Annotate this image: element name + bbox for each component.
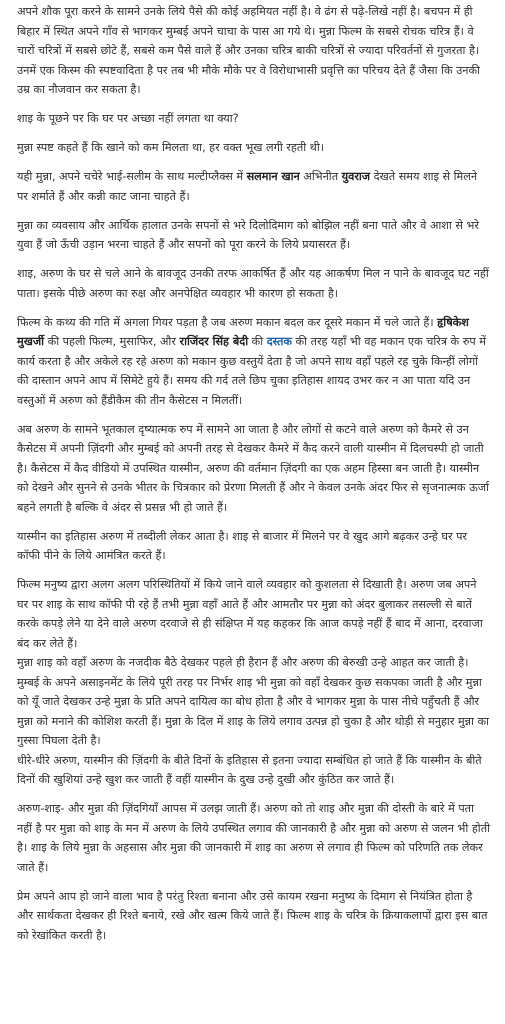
paragraph-house-character <box>17 313 491 411</box>
text-segment: देखते समय शाइ से मिलने पर शर्माते हैं और कन्नी काट जाना चाहते हैं। <box>17 170 478 203</box>
paragraph-yasmin-connection: धीरे-धीरे अरुण, यास्मीन की ज़िंदगी के बीते दिनों के इतिहास से इतना ज्यादा सम्बंधित हो जाते हैं कि यास्मीन के बीते दिनों की खुशियां उन्हे खुश कर जाती हैं वहीं यास्मीन के दुख उन्हे दुखी और कुंठित कर जाते हैं। <box>17 753 482 786</box>
text-segment: फिल्म के कथ्य की गति में अगला गियर पड़ता है जब अरुण मकान बदल कर दूसरे मकान में चले जाते हैं। <box>17 315 438 329</box>
paragraph-entangled-lives: अरुण-शाइ- और मुन्ना की ज़िंदगियाँ आपस में उलझ जाती हैं। अरुण को तो शाइ और मुन्ना की दोस्ती के बारे में पता नहीं है पर मुन्ना को शाइ के मन में अरुण के लिये उपस्थित लगाव की जानकारी है और मुन्ना को अरुण से जलन भी होती है। शाइ के लिये मुन्ना के अहसास और मुन्ना की जानकारी में शाइ का अरुण से लगाव ही फिल्म को परिणति तक लेकर जाते हैं। <box>17 802 490 874</box>
paragraph-munna-dreams: मुन्ना का व्यवसाय और आर्थिक हालात उनके सपनों से भरे दिलोदिमाग को बोझिल नहीं बना पाते और वे आशा से भरे युवा हैं जो ऊँची उड़ान भरना चाहते हैं और सपनों को पूरा करने के लिये प्रयासरत हैं। <box>17 218 479 251</box>
film-title-link[interactable]: दस्तक <box>266 335 292 348</box>
paragraph-munna-hurt: मुन्ना शाइ को वहाँ अरुण के नजदीक बैठे देखकर पहले ही हैरान हैं और अरुण की बेरुखी उन्हे आहत कर जाती है। मुम्बई के अपने असाइनमेंट के लिये पूरी तरह पर निर्भर शाइ भी मुन्ना को वहाँ देखकर कुछ सकपका जाती है और मुन्ना को यूँ जाते देखकर उन्हे मुन्ना के प्रति अपने दायित्व का बोध होता है और वे भागकर मुन्ना के पास नीचे पहुँचती हैं और मुन्ना को मनाने की कोशिश करती हैं। मुन्ना के दिल में शाइ के लिये लगाव उत्पन्न हो चुका है और थोड़ी से मनुहार मुन्ना का गुस्सा पिघला देती है। <box>17 656 489 747</box>
text-segment: की <box>248 335 267 348</box>
actor-name-highlight: सलमान खान <box>246 170 300 183</box>
paragraph-love-relationship: प्रेम अपने आप हो जाने वाला भाव है परंतु रिश्ता बनाना और उसे कायम रखना मनुष्य के दिमाग से नियंत्रित होता है और सार्थकता देखकर ही रिश्ते बनाये, रखे और खत्म किये जाते हैं। फिल्म शाइ के चरित्र के क्रियाकलापों द्वारा इस बात को रेखांकित करती है। <box>17 889 488 942</box>
director-name-highlight: हृषिकेश मुखर्जी <box>17 315 469 348</box>
paragraph-yasmin-history: यास्मीन का इतिहास अरुण में तब्दीली लेकर आता है। शाइ से बाजार में मिलने पर वे खुद आगे बढ़कर उन्हे घर पर कॉफी पीने के लिये आमंत्रित करते हैं। <box>17 529 468 562</box>
paragraph-munna-answer: मुन्ना स्पष्ट कहते हैं कि खाने को कम मिलता था, हर वक्त भूख लगी रहती थी। <box>17 141 324 154</box>
text-segment: की तरह यहाँ भी वह मकान एक चरित्र के रुप में कार्य करता है और अकेले रह रहे अरुण को मकान कुछ वस्तुयें देता है जो अपने साथ वहाँ पहले रह चुके किन्हीं लोगों की दास्तान अपने आप में सिमेटे हुये हैं। समय की गर्द तले छिप चुका इतिहास शायद उभर कर न आ पाता यदि उन वस्तुओं में अरुण को हैंडीकैम की तीन कैसेटस न मिलतीं। <box>17 335 486 407</box>
film-title-highlight: युवराज <box>341 170 371 183</box>
text-segment: अभिनीत <box>299 170 342 183</box>
paragraph-multiplex <box>17 167 491 206</box>
text-segment: यही मुन्ना, अपने चचेरे भाई-सलीम के साथ मल्टीप्लैक्स में <box>17 170 247 183</box>
paragraph-munna-character: अपने शौक पूरा करने के सामने उनके लिये पैसे की कोई अहमियत नहीं है। वे ढंग से पढ़े-लिखे नहीं है। बचपन में ही बिहार में स्थित अपने गाँव से भागकर मुम्बई अपने चाचा के पास आ गये थे। मुन्ना फिल्म के सबसे रोचक चरित्र हैं। वे चारों चरित्रों में सबसे छोटे हैं, सबसे कम पैसे वाले हैं और उनका चरित्र बाकी चरित्रों से ज्यादा परिवर्तनों से गुजरता है। उनमें एक किस्म की स्पष्टवादिता है पर तब भी मौके मौके पर वे विरोधाभासी प्रवृत्ति का परिचय देते हैं जैसा कि उनकी उम्र का नौजवान कर सकता है। <box>17 5 480 96</box>
paragraph-cassettes: अब अरुण के सामने भूतकाल दृष्यात्मक रुप में सामने आ जाता है और लोगों से कटने वाले अरुण को कैमरे से उन कैसेटस में अपनी ज़िंदगी और मुम्बई को अपनी तरह से देखकर कैमरे में कैद करने वाली यास्मीन में दिलचस्पी हो जाती है। कैसेटस में कैद वीडियो में उपस्थित यास्मीन, अरुण की वर्तमान ज़िंदगी का एक अहम हिस्सा बन जाती है। यास्मीन को देखने और सुनने से उनके भीतर के चित्रकार को प्रेरणा मिलती हैं और ने केवल उनके अंदर फिर से सृजनात्मक ऊर्जा बहने लगती है बल्कि वे अंदर से प्रसन्न भी हो जाते हैं। <box>17 422 489 514</box>
paragraph-shai-attraction: शाइ, अरुण के घर से चले आने के बावजूद उनकी तरफ आकर्षित हैं और यह आकर्षण मिल न पाने के बावजूद घट नहीं पाता। इसके पीछे अरुण का रुक्ष और अनपेक्षित व्यवहार भी कारण हो सकता है। <box>17 267 489 300</box>
text-segment: की पहली फिल्म, मुसाफिर, और <box>44 335 180 348</box>
paragraph-shai-question: शाइ के पूछने पर कि घर पर अच्छा नहीं लगता था क्या? <box>17 112 239 125</box>
paragraph-behaviour: फिल्म मनुष्य द्वारा अलग अलग परिस्थितियों में किये जाने वाले व्यवहार को कुशलता से दिखाती है। अरुण जब अपने घर पर शाइ के साथ कॉफी पी रहे हैं तभी मुन्ना वहाँ आते हैं और आमतौर पर मुन्ना को अंदर बुलाकर तसल्ली से बातें करके कपड़े लेने या देने वाले अरुण दरवाजे से ही संक्षिप्त में यह कहकर कि आज कपड़े नहीं हैं बाद में आना, दरवाजा बंद कर लेते हैं। <box>17 578 483 650</box>
director-name-highlight: राजिंदर सिंह बेदी <box>179 335 249 348</box>
